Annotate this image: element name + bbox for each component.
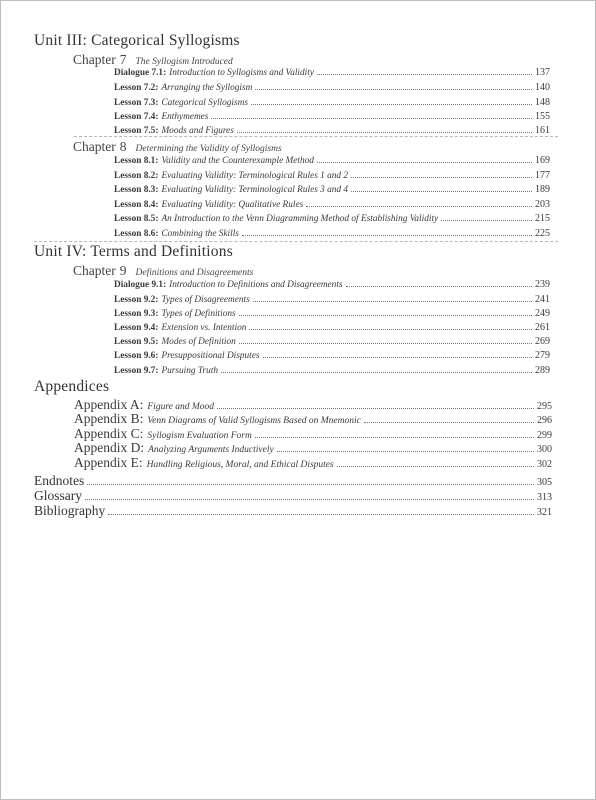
unit-heading xyxy=(34,243,233,261)
appendix-title: Figure and Mood xyxy=(147,402,215,412)
leader-dots xyxy=(217,408,534,409)
appendix-title: Handling Religious, Moral, and Ethical Disputes xyxy=(146,460,334,470)
appendix-entry[interactable] xyxy=(74,411,552,426)
entry-label: Lesson 8.6: xyxy=(114,229,159,239)
unit-heading xyxy=(34,32,240,50)
page-number: 313 xyxy=(537,492,552,503)
leader-dots xyxy=(351,191,532,192)
leader-dots xyxy=(87,484,534,485)
entry-label: Lesson 7.5: xyxy=(114,126,159,136)
chapter-word: Chapter xyxy=(73,52,116,67)
entry-label: Lesson 8.4: xyxy=(114,200,159,210)
page-number: 296 xyxy=(537,415,552,426)
appendix-entry[interactable] xyxy=(74,455,552,470)
backmatter-label: Endnotes xyxy=(34,473,85,488)
toc-entry[interactable] xyxy=(114,66,550,80)
appendix-entry[interactable] xyxy=(74,426,552,441)
toc-entry[interactable] xyxy=(114,81,550,95)
section-divider xyxy=(34,241,558,242)
page-number: 321 xyxy=(537,507,552,518)
leader-dots xyxy=(255,437,534,438)
leader-dots xyxy=(108,514,534,515)
toc-entry[interactable] xyxy=(114,364,550,378)
leader-dots xyxy=(249,329,532,330)
backmatter-entry[interactable] xyxy=(34,473,552,488)
backmatter-label: Bibliography xyxy=(34,503,106,518)
page-number: 215 xyxy=(535,213,550,224)
leader-dots xyxy=(351,177,532,178)
appendix-title: Venn Diagrams of Valid Syllogisms Based on Mnemonic xyxy=(147,416,361,426)
backmatter-entry[interactable] xyxy=(34,503,552,518)
appendix-label: Appendix D: xyxy=(74,440,145,455)
leader-dots xyxy=(211,118,532,119)
entry-label: Lesson 9.6: xyxy=(114,351,159,361)
page-number: 137 xyxy=(535,67,550,78)
chapter-word: Chapter xyxy=(73,263,116,278)
leader-dots xyxy=(364,422,534,423)
leader-dots xyxy=(239,343,532,344)
entry-label: Lesson 9.5: xyxy=(114,337,159,347)
unit-prefix: Unit IV: xyxy=(34,243,87,260)
appendix-label: Appendix A: xyxy=(74,397,144,412)
leader-dots xyxy=(306,206,532,207)
leader-dots xyxy=(317,74,532,75)
appendix-label: Appendix B: xyxy=(74,411,144,426)
page-number: 269 xyxy=(535,336,550,347)
toc-entry[interactable] xyxy=(114,278,550,292)
chapter-title: Determining the Validity of Syllogisms xyxy=(135,144,282,154)
toc-entry[interactable] xyxy=(114,198,550,212)
page-number: 300 xyxy=(537,444,552,455)
entry-label: Lesson 9.7: xyxy=(114,366,159,376)
page-number: 155 xyxy=(535,111,550,122)
page-number: 161 xyxy=(535,125,550,136)
unit-title: Categorical Syllogisms xyxy=(91,32,240,49)
page-number: 189 xyxy=(535,184,550,195)
page-number: 203 xyxy=(535,199,550,210)
entry-title: Extension vs. Intention xyxy=(161,323,247,333)
page-number: 148 xyxy=(535,97,550,108)
entry-title: Presuppositional Disputes xyxy=(161,351,260,361)
unit-prefix: Unit III: xyxy=(34,32,88,49)
entry-title: Types of Definitions xyxy=(161,309,236,319)
entry-label: Lesson 9.4: xyxy=(114,323,159,333)
leader-dots xyxy=(221,372,532,373)
leader-dots xyxy=(239,315,532,316)
entry-title: Pursuing Truth xyxy=(161,366,219,376)
entry-label: Lesson 8.3: xyxy=(114,185,159,195)
entry-label: Lesson 8.2: xyxy=(114,171,159,181)
leader-dots xyxy=(337,466,534,467)
entry-title: Types of Disagreements xyxy=(161,295,250,305)
chapter-number: 9 xyxy=(119,263,127,278)
page-number: 261 xyxy=(535,322,550,333)
entry-title: An Introduction to the Venn Diagramming Method of Establishing Validity xyxy=(161,214,439,224)
leader-dots xyxy=(277,451,534,452)
appendix-label: Appendix C: xyxy=(74,426,144,441)
toc-entry[interactable] xyxy=(114,169,550,183)
entry-label: Lesson 7.4: xyxy=(114,112,159,122)
leader-dots xyxy=(441,220,532,221)
leader-dots xyxy=(242,235,532,236)
appendix-title: Analyzing Arguments Inductively xyxy=(148,445,274,455)
entry-label: Lesson 8.1: xyxy=(114,156,159,166)
leader-dots xyxy=(85,499,534,500)
entry-label: Dialogue 9.1: xyxy=(114,280,167,290)
entry-title: Evaluating Validity: Qualitative Rules xyxy=(161,200,304,210)
page-number: 140 xyxy=(535,82,550,93)
chapter-title: Definitions and Disagreements xyxy=(135,268,254,278)
toc-entry[interactable] xyxy=(114,349,550,363)
toc-entry[interactable] xyxy=(114,335,550,349)
page-number: 295 xyxy=(537,401,552,412)
leader-dots xyxy=(253,301,532,302)
leader-dots xyxy=(237,132,532,133)
entry-label: Lesson 7.3: xyxy=(114,98,159,108)
appendix-entry[interactable] xyxy=(74,440,552,455)
toc-entry[interactable] xyxy=(114,154,550,168)
entry-label: Dialogue 7.1: xyxy=(114,68,167,78)
appendix-title: Syllogism Evaluation Form xyxy=(147,431,252,441)
chapter-title: The Syllogism Introduced xyxy=(135,57,233,67)
entry-title: Moods and Figures xyxy=(161,126,234,136)
page-number: 299 xyxy=(537,430,552,441)
entry-title: Validity and the Counterexample Method xyxy=(161,156,314,166)
leader-dots xyxy=(317,162,532,163)
entry-title: Arranging the Syllogism xyxy=(161,83,253,93)
leader-dots xyxy=(346,286,532,287)
entry-title: Evaluating Validity: Terminological Rules 3 and 4 xyxy=(161,185,349,195)
toc-entry[interactable] xyxy=(114,307,550,321)
toc-entry[interactable] xyxy=(114,293,550,307)
backmatter-entry[interactable] xyxy=(34,488,552,503)
entry-title: Introduction to Definitions and Disagreements xyxy=(169,280,343,290)
appendices-heading xyxy=(34,378,109,396)
entry-title: Introduction to Syllogisms and Validity xyxy=(169,68,314,78)
toc-entry[interactable] xyxy=(114,110,550,124)
backmatter-label: Glossary xyxy=(34,488,82,503)
entry-title: Modes of Definition xyxy=(161,337,236,347)
entry-title: Combining the Skills xyxy=(161,229,239,239)
appendix-label: Appendix E: xyxy=(74,455,143,470)
entry-title: Evaluating Validity: Terminological Rules 1 and 2 xyxy=(161,171,349,181)
page-number: 289 xyxy=(535,365,550,376)
page-number: 225 xyxy=(535,228,550,239)
page-number: 169 xyxy=(535,155,550,166)
toc-entry[interactable] xyxy=(114,183,550,197)
page-number: 305 xyxy=(537,477,552,488)
entry-title: Enthymemes xyxy=(161,112,209,122)
page-number: 239 xyxy=(535,279,550,290)
toc-entry[interactable] xyxy=(114,212,550,226)
toc-entry[interactable] xyxy=(114,321,550,335)
page-number: 177 xyxy=(535,170,550,181)
entry-label: Lesson 9.2: xyxy=(114,295,159,305)
page-number: 249 xyxy=(535,308,550,319)
chapter-number: 7 xyxy=(119,52,127,67)
page-number: 302 xyxy=(537,459,552,470)
entry-label: Lesson 8.5: xyxy=(114,214,159,224)
entry-label: Lesson 9.3: xyxy=(114,309,159,319)
unit-title: Terms and Definitions xyxy=(90,243,233,260)
chapter-number: 8 xyxy=(119,139,127,154)
leader-dots xyxy=(255,89,532,90)
leader-dots xyxy=(251,104,532,105)
page-number: 279 xyxy=(535,350,550,361)
section-divider xyxy=(74,136,558,137)
entry-title: Categorical Syllogisms xyxy=(161,98,248,108)
leader-dots xyxy=(263,357,533,358)
entry-label: Lesson 7.2: xyxy=(114,83,159,93)
appendices-title: Appendices xyxy=(34,378,110,395)
appendix-entry[interactable] xyxy=(74,397,552,412)
page-number: 241 xyxy=(535,294,550,305)
chapter-word: Chapter xyxy=(73,139,116,154)
toc-entry[interactable] xyxy=(114,227,550,241)
toc-entry[interactable] xyxy=(114,96,550,110)
